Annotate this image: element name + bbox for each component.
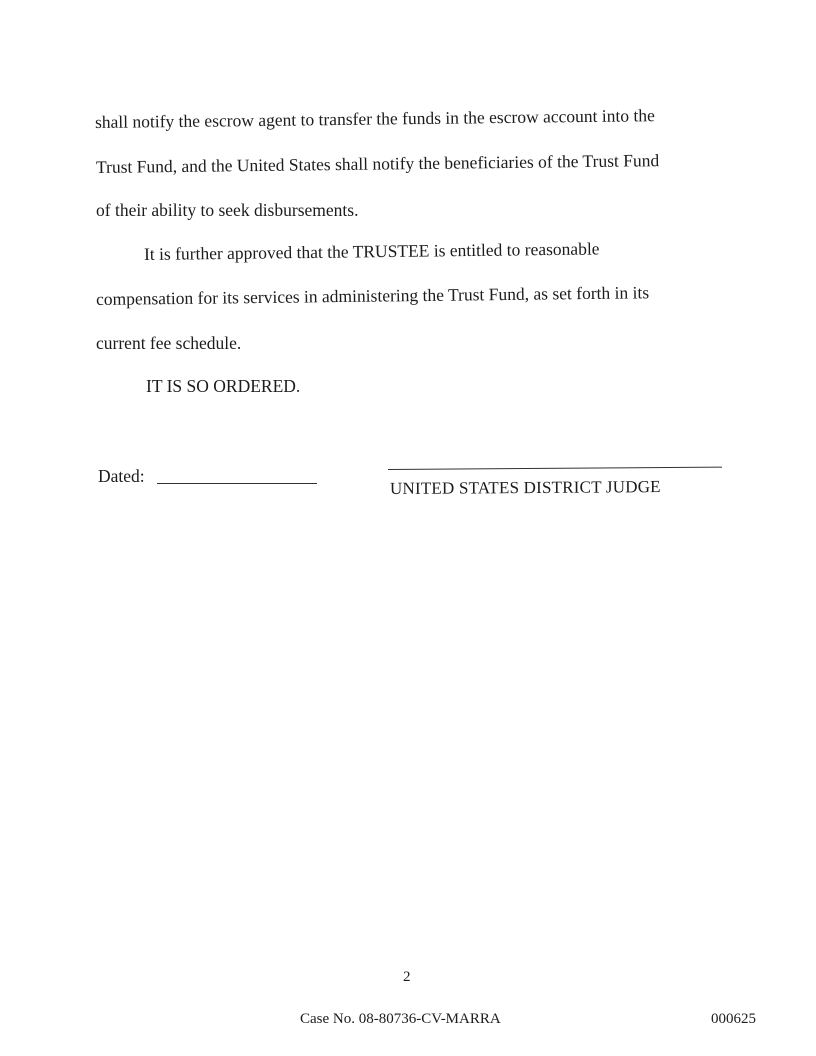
page-number: 2 [403,969,411,985]
body-line-3: of their ability to seek disbursements. [96,200,359,220]
dated-label: Dated: [98,466,145,486]
dated-blank-line [157,483,317,484]
body-line-1: shall notify the escrow agent to transfer the funds in the escrow account into the [94,105,655,132]
body-line-5: compensation for its services in administering the Trust Fund, as set forth in its [95,282,650,309]
body-line-4: It is further approved that the TRUSTEE is entitled to reasonable [143,238,600,264]
judge-title: UNITED STATES DISTRICT JUDGE [389,477,661,498]
judge-signature-line [388,467,722,470]
body-line-6: current fee schedule. [96,333,242,353]
body-line-2: Trust Fund, and the United States shall notify the beneficiaries of the Trust Fund [95,150,660,177]
bates-number: 000625 [711,1011,756,1027]
so-ordered-line: IT IS SO ORDERED. [146,376,301,396]
case-number: Case No. 08-80736-CV-MARRA [300,1011,501,1027]
